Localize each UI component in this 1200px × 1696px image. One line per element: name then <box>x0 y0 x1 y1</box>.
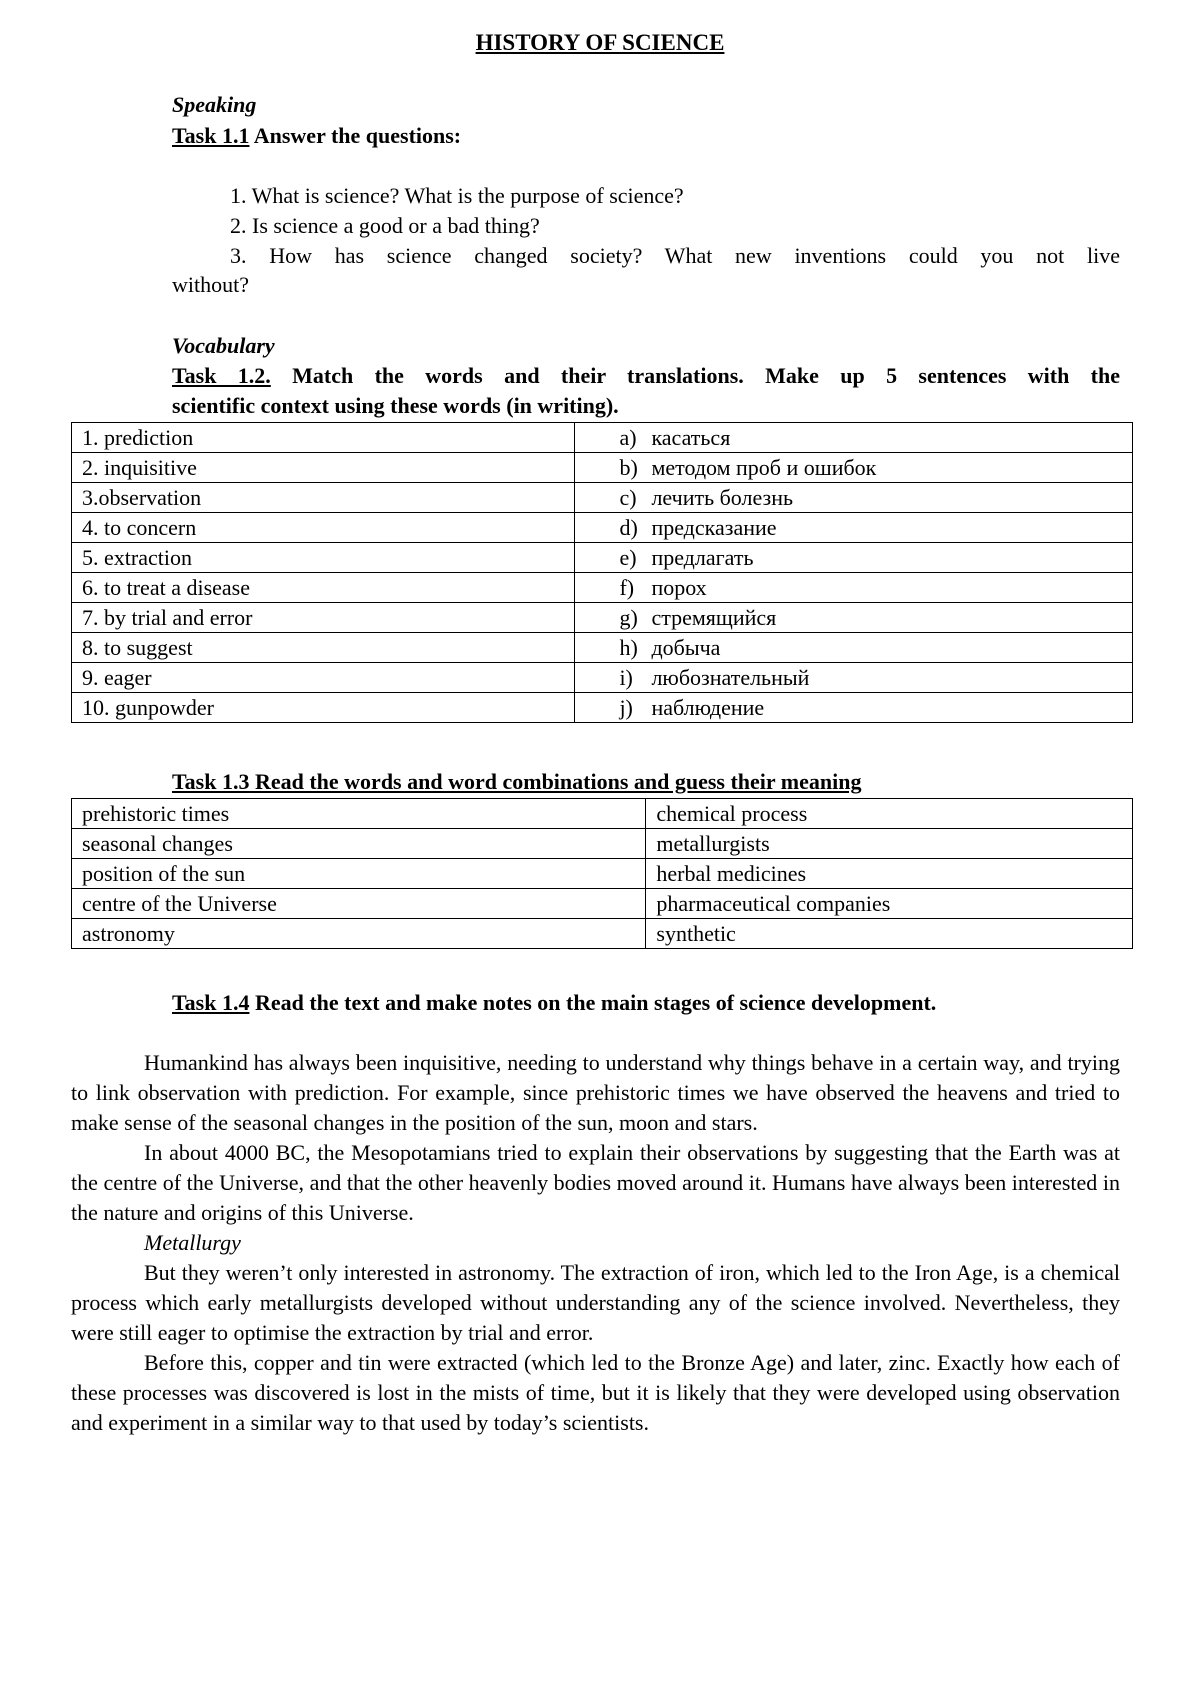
word-combination-cell: herbal medicines <box>646 859 1133 889</box>
task-1-2-label: Task 1.2. <box>172 363 271 388</box>
task-1-1-heading <box>172 121 461 151</box>
word-combination-row <box>72 919 1133 949</box>
vocabulary-row <box>72 663 1133 693</box>
option-letter: j) <box>619 695 633 720</box>
word-combinations-table <box>71 798 1133 949</box>
option-letter: a) <box>619 425 637 450</box>
vocabulary-translation-cell <box>575 483 1133 513</box>
vocabulary-word-cell: 2. inquisitive <box>72 453 575 483</box>
option-letter: g) <box>619 605 638 630</box>
vocabulary-row <box>72 423 1133 453</box>
metallurgy-subheading: Metallurgy <box>144 1230 241 1255</box>
task-1-4-heading <box>172 988 936 1018</box>
vocabulary-word-cell: 10. gunpowder <box>72 693 575 723</box>
vocabulary-translation-cell <box>575 603 1133 633</box>
vocabulary-row <box>72 453 1133 483</box>
word-combination-row <box>72 799 1133 829</box>
vocabulary-word-cell: 4. to concern <box>72 513 575 543</box>
word-combination-cell: seasonal changes <box>72 829 646 859</box>
option-letter: e) <box>619 545 637 570</box>
speaking-heading: Speaking <box>172 92 257 117</box>
vocabulary-row <box>72 693 1133 723</box>
word-combination-cell: pharmaceutical companies <box>646 889 1133 919</box>
vocabulary-heading: Vocabulary <box>172 333 275 358</box>
translation-text: предлагать <box>651 545 754 570</box>
vocabulary-translation-cell <box>575 573 1133 603</box>
vocabulary-translation-cell <box>575 543 1133 573</box>
task-1-4-label: Task 1.4 <box>172 990 250 1015</box>
translation-text: методом проб и ошибок <box>651 455 877 480</box>
option-letter: d) <box>619 515 638 540</box>
word-combination-cell: synthetic <box>646 919 1133 949</box>
option-letter: f) <box>619 575 635 600</box>
page-title: HISTORY OF SCIENCE <box>475 30 725 55</box>
translation-text: касаться <box>651 425 731 450</box>
option-letter: c) <box>619 485 637 510</box>
word-combination-cell: astronomy <box>72 919 646 949</box>
paragraph-1: Humankind has always been inquisitive, needing to understand why things behave in a certain way, and trying to link observation with prediction. For example, since prehistoric times we have observed the heavens and tried to make sense of the seasonal changes in the position of the sun, moon and stars. <box>71 1050 1120 1135</box>
task-1-3-label: Task 1.3 <box>172 769 250 794</box>
word-combination-row <box>72 859 1133 889</box>
option-letter: b) <box>619 455 638 480</box>
paragraph-3: But they weren’t only interested in astronomy. The extraction of iron, which led to the Iron Age, is a chemical process which early metallurgists developed without understanding any of the science involved. Nevertheless, they were still eager to optimise the extraction by trial and error. <box>71 1260 1120 1345</box>
task-1-2-text: Match the words and their translations. Make up 5 sentences with the <box>270 363 1121 388</box>
translation-text: порох <box>651 575 707 600</box>
vocabulary-word-cell: 3.observation <box>72 483 575 513</box>
reading-text <box>71 1048 1120 1438</box>
translation-text: любознательный <box>651 665 810 690</box>
vocabulary-row <box>72 603 1133 633</box>
task-1-2-heading-line2: scientific context using these words (in writing). <box>172 393 619 418</box>
option-letter: i) <box>619 665 633 690</box>
translation-text: предсказание <box>651 515 777 540</box>
task-1-1-text: Answer the questions: <box>249 123 462 148</box>
word-combination-row <box>72 829 1133 859</box>
vocabulary-word-cell: 5. extraction <box>72 543 575 573</box>
paragraph-4: Before this, copper and tin were extracted (which led to the Bronze Age) and later, zinc. Exactly how each of these processes was discovered is lost in the mists of time, but it is likely that they were developed using observation and experiment in a similar way to that used by today’s scientists. <box>71 1350 1120 1435</box>
vocabulary-translation-cell <box>575 453 1133 483</box>
vocabulary-row <box>72 633 1133 663</box>
question-1: 1. What is science? What is the purpose of science? <box>230 183 684 208</box>
vocabulary-word-cell: 1. prediction <box>72 423 575 453</box>
vocabulary-table <box>71 422 1133 723</box>
translation-text: наблюдение <box>651 695 765 720</box>
option-letter: h) <box>619 635 638 660</box>
question-3: 3. How has science changed society? What new inventions could you not live <box>230 243 1120 268</box>
word-combination-cell: chemical process <box>646 799 1133 829</box>
vocabulary-translation-cell <box>575 663 1133 693</box>
task-1-3-text: Read the words and word combinations and guess their meaning <box>249 769 862 794</box>
word-combination-row <box>72 889 1133 919</box>
translation-text: лечить болезнь <box>651 485 794 510</box>
translation-text: стремящийся <box>651 605 777 630</box>
word-combination-cell: position of the sun <box>72 859 646 889</box>
vocabulary-word-cell: 7. by trial and error <box>72 603 575 633</box>
vocabulary-translation-cell <box>575 633 1133 663</box>
paragraph-2: In about 4000 BC, the Mesopotamians tried to explain their observations by suggesting that the Earth was at the centre of the Universe, and that the other heavenly bodies moved around it. Humans have always been interested in the nature and origins of this Universe. <box>71 1140 1120 1225</box>
vocabulary-translation-cell <box>575 693 1133 723</box>
word-combination-cell: prehistoric times <box>72 799 646 829</box>
task-1-4-text: Read the text and make notes on the main stages of science development. <box>249 990 937 1015</box>
vocabulary-word-cell: 8. to suggest <box>72 633 575 663</box>
vocabulary-row <box>72 483 1133 513</box>
task-1-3-heading <box>172 767 861 797</box>
vocabulary-word-cell: 9. eager <box>72 663 575 693</box>
vocabulary-row <box>72 573 1133 603</box>
question-2: 2. Is science a good or a bad thing? <box>230 213 540 238</box>
vocabulary-translation-cell <box>575 423 1133 453</box>
vocabulary-row <box>72 513 1133 543</box>
vocabulary-translation-cell <box>575 513 1133 543</box>
word-combination-cell: metallurgists <box>646 829 1133 859</box>
task-1-1-label: Task 1.1 <box>172 123 250 148</box>
translation-text: добыча <box>651 635 721 660</box>
vocabulary-word-cell: 6. to treat a disease <box>72 573 575 603</box>
question-3-continued: without? <box>172 272 249 297</box>
word-combination-cell: centre of the Universe <box>72 889 646 919</box>
task-1-2-heading <box>172 361 1120 391</box>
vocabulary-row <box>72 543 1133 573</box>
